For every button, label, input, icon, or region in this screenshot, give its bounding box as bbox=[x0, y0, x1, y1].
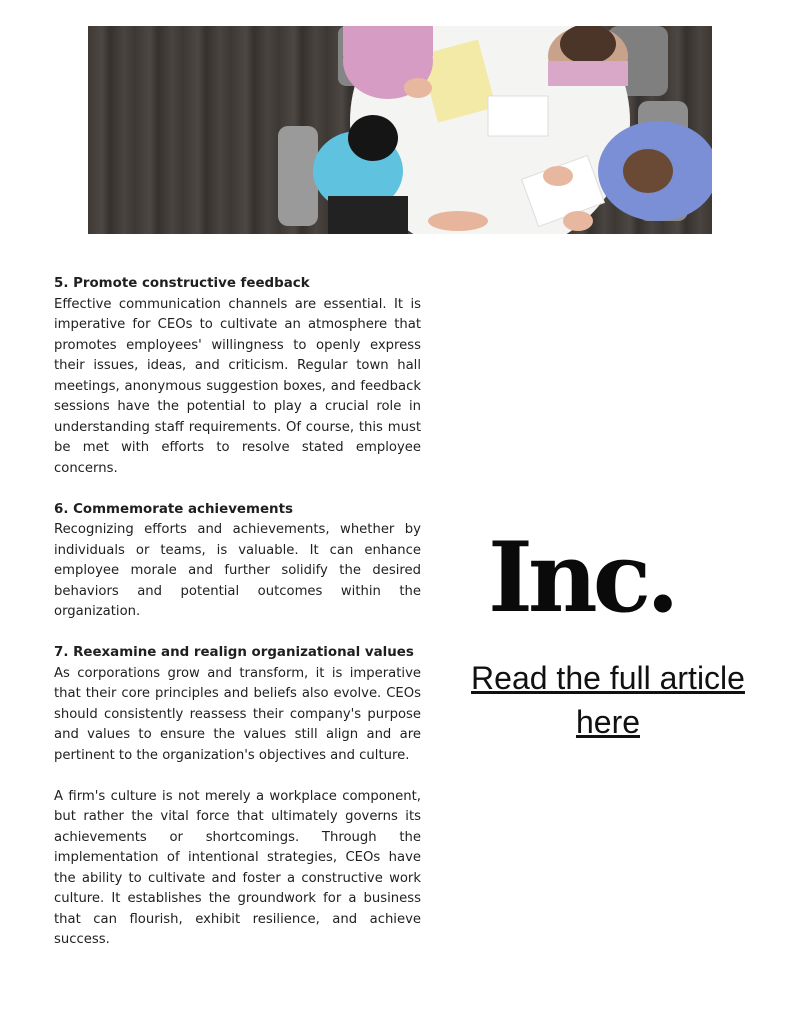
article-text bbox=[54, 274, 421, 951]
inc-logo: Inc. bbox=[488, 521, 675, 634]
section-heading: 7. Reexamine and realign organizational values bbox=[54, 645, 414, 660]
section-body: Recognizing efforts and achievements, whether by individuals or teams, is valuable. It can enhance employee morale and further solidify the desired behaviors and potential outcomes within the organization. bbox=[54, 522, 421, 619]
section-heading: 5. Promote constructive feedback bbox=[54, 276, 310, 291]
section-values bbox=[54, 643, 421, 766]
section-feedback bbox=[54, 274, 421, 479]
read-full-article-link[interactable]: Read the full article here bbox=[471, 660, 745, 740]
section-heading: 6. Commemorate achievements bbox=[54, 501, 293, 517]
section-achievements bbox=[54, 500, 421, 623]
hero-image bbox=[88, 26, 712, 234]
section-body: Effective communication channels are essential. It is imperative for CEOs to cultivate an atmosphere that promotes employees' willingness to openly express their issues, ideas, and criticism. Regular town hall meetings, anonymous suggestion boxes, and feedback sessions have the potential to play a crucial role in understanding staff requirements. Of course, this must be met with efforts to resolve stated employee concerns. bbox=[54, 296, 421, 476]
section-body: As corporations grow and transform, it is imperative that their core principles and beliefs also evolve. CEOs should consistently reassess their company's purpose and values to ensure the values still align and are pertinent to the organization's objectives and culture. bbox=[54, 665, 421, 763]
closing-paragraph: A firm's culture is not merely a workplace component, but rather the vital force that ultimately governs its achievements or shortcomings. Through the implementation of intentional strategies, CEOs have the ability to cultivate and foster a constructive work culture. It establishes the groundwork for a business that can flourish, exhibit resilience, and achieve success. bbox=[54, 788, 421, 947]
